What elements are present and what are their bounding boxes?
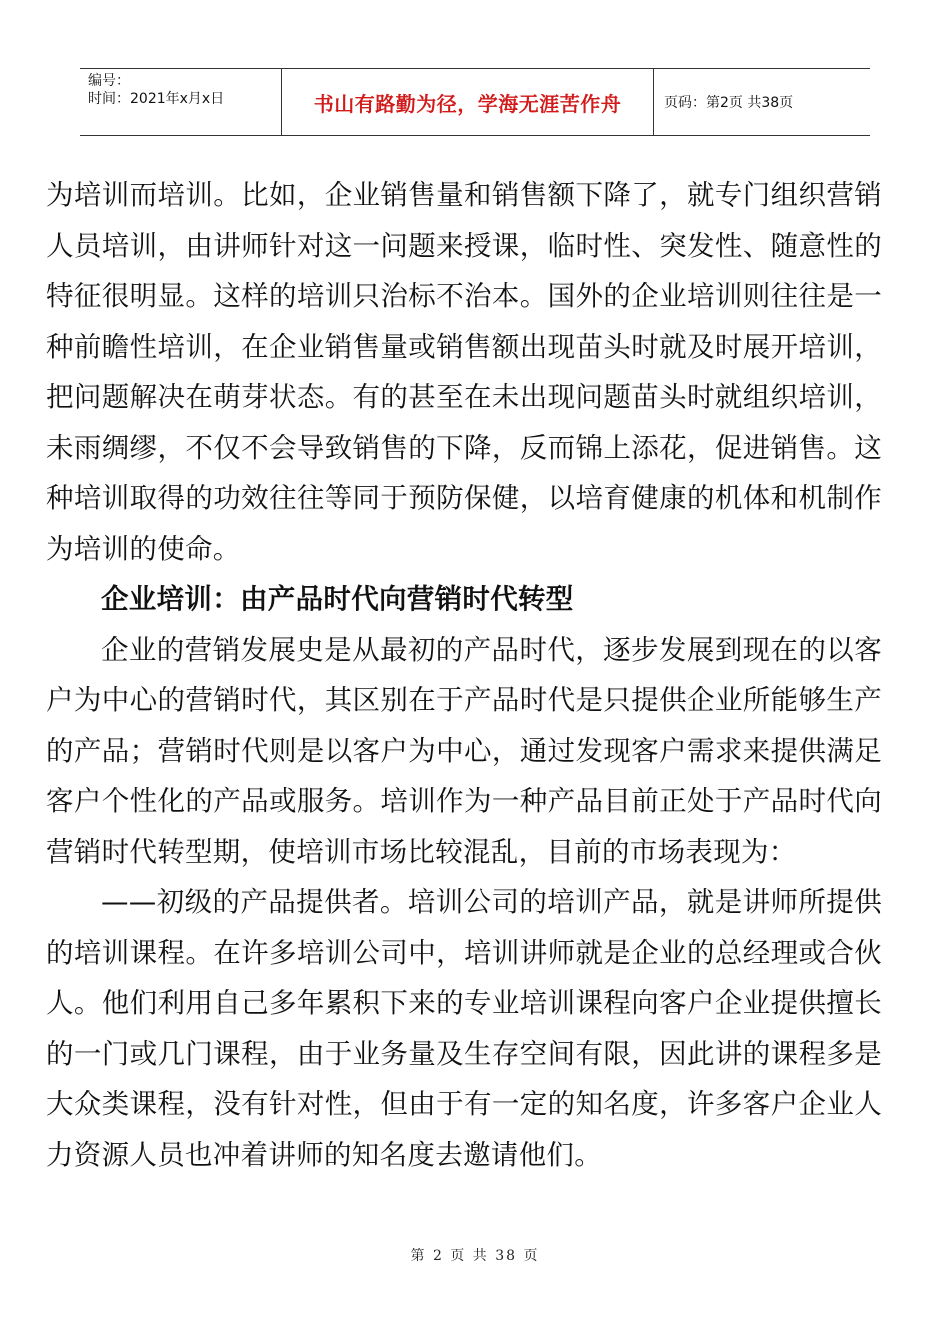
body-paragraph: ——初级的产品提供者。培训公司的培训产品，就是讲师所提供的培训课程。在许多培训公司中，培训讲师就是企业的总经理或合伙人。他们利用自己多年累积下来的专业培训课程向客户企业提供擅长的一门或几门课程，由于业务量及生存空间有限，因此讲的课程多是大众类课程，没有针对性，但由于有一定的知名度，许多客户企业人力资源人员也冲着讲师的知名度去邀请他们。 — [46, 886, 882, 1171]
page-footer: 第 2 页 共 38 页 — [410, 1248, 540, 1264]
document-number-label: 编号： — [88, 73, 130, 89]
header-motto: 书山有路勤为径，学海无涯苦作舟 — [282, 69, 654, 135]
header-page-info: 页码：第2页 共38页 — [664, 95, 794, 111]
document-date-label: 时间：2021年x月x日 — [88, 91, 225, 107]
body-paragraph: 企业的营销发展史是从最初的产品时代，逐步发展到现在的以客户为中心的营销时代，其区别在于产品时代是只提供企业所能够生产的产品；营销时代则是以客户为中心，通过发现客户需求来提供满足客户个性化的产品或服务。培训作为一种产品目前正处于产品时代向营销时代转型期，使培训市场比较混乱，目前的市场表现为： — [46, 633, 882, 868]
header-meta-cell — [80, 69, 282, 135]
document-header — [80, 68, 870, 136]
body-paragraph: 为培训而培训。比如，企业销售量和销售额下降了，就专门组织营销人员培训，由讲师针对这一问题来授课，临时性、突发性、随意性的特征很明显。这样的培训只治标不治本。国外的企业培训则往往是一种前瞻性培训，在企业销售量或销售额出现苗头时就及时展开培训，把问题解决在萌芽状态。有的甚至在未出现问题苗头时就组织培训，未雨绸缪，不仅不会导致销售的下降，反而锦上添花，促进销售。这种培训取得的功效往往等同于预防保健，以培育健康的机体和机制作为培训的使命。 — [46, 179, 882, 565]
section-heading: 企业培训：由产品时代向营销时代转型 — [101, 583, 574, 615]
document-body — [46, 170, 882, 1180]
